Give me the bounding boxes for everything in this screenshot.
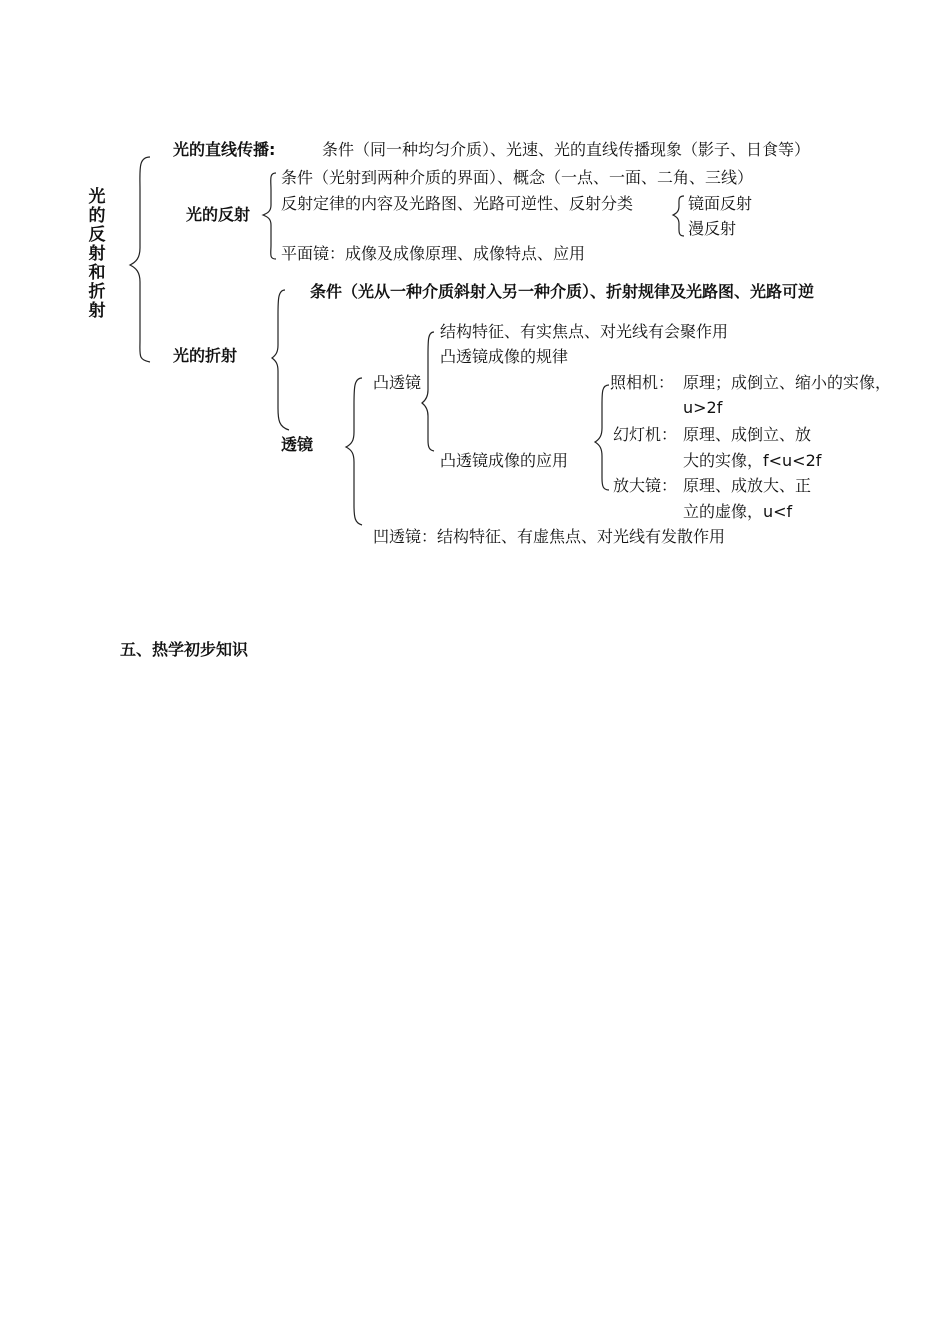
convex-rules: 凸透镜成像的规律 (440, 347, 569, 366)
reflection-label: 光的反射 (186, 205, 251, 224)
convex-features: 结构特征、有实焦点、对光线有会聚作用 (440, 322, 729, 341)
convex-brace (422, 332, 434, 451)
reflection-brace (263, 173, 276, 259)
camera-line1: 原理；成倒立、缩小的实像， (683, 373, 892, 392)
camera-label: 照相机： (610, 373, 675, 392)
refraction-brace (272, 290, 289, 430)
projector-line1: 原理、成倒立、放 (683, 425, 812, 444)
straight-propagation-label: 光的直线传播: (173, 140, 276, 159)
lens-label: 透镜 (281, 435, 314, 454)
applications-brace (595, 385, 609, 490)
convex-applications: 凸透镜成像的应用 (440, 451, 569, 470)
projector-line2: 大的实像，f<u<2f (683, 451, 822, 470)
projector-label: 幻灯机： (613, 425, 678, 444)
camera-line2: u>2f (683, 398, 723, 417)
concave-lens: 凹透镜：结构特征、有虚焦点、对光线有发散作用 (373, 527, 726, 546)
reflection-type-diffuse: 漫反射 (688, 219, 737, 238)
section-heading: 五、热学初步知识 (120, 640, 249, 659)
reflection-type-specular: 镜面反射 (688, 194, 753, 213)
root-brace (130, 157, 150, 362)
magnifier-line1: 原理、成放大、正 (683, 476, 812, 495)
straight-propagation-text: 条件（同一种均匀介质）、光速、光的直线传播现象（影子、日食等） (322, 140, 811, 159)
magnifier-line2: 立的虚像，u<f (683, 502, 793, 521)
reflection-conditions: 条件（光射到两种介质的界面）、概念（一点、一面、二角、三线） (281, 168, 754, 187)
root-topic: 光的反射和折射 (88, 187, 106, 321)
magnifier-label: 放大镜： (613, 476, 678, 495)
refraction-label: 光的折射 (173, 346, 238, 365)
lens-brace (346, 378, 362, 525)
refraction-conditions: 条件（光从一种介质斜射入另一种介质）、折射规律及光路图、光路可逆 (310, 282, 815, 301)
plane-mirror: 平面镜：成像及成像原理、成像特点、应用 (281, 244, 586, 263)
reflection-laws: 反射定律的内容及光路图、光路可逆性、反射分类 (281, 194, 634, 213)
reflection-types-brace (673, 196, 684, 236)
convex-lens-label: 凸透镜 (373, 373, 422, 392)
